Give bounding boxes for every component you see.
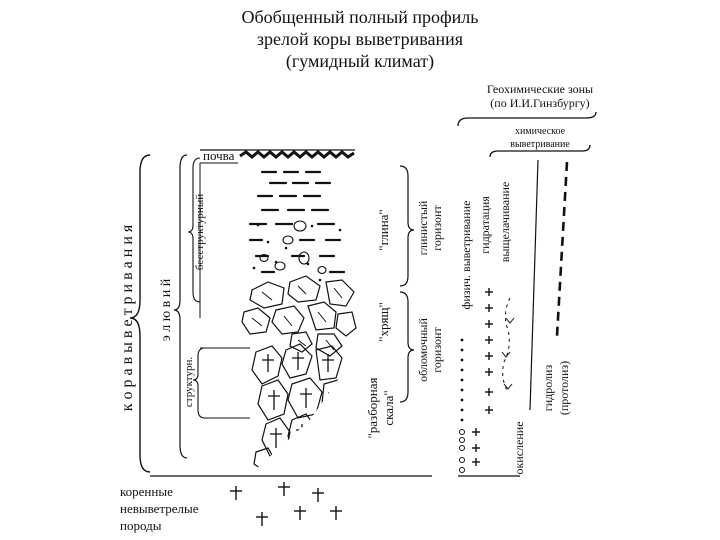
- soil-label: почва: [203, 148, 235, 163]
- bedrock-crosses: [230, 482, 342, 526]
- clay-pebbles: [260, 221, 326, 274]
- hydration-plus-signs: [472, 288, 493, 466]
- physical-weathering-dots: [461, 339, 464, 422]
- rock-label-2: скала": [381, 390, 396, 426]
- title-line-2: зрелой коры выветривания: [256, 29, 464, 49]
- geochem-zones-bracket: [458, 112, 596, 126]
- debris-horizon-label-2: горизонт: [430, 327, 444, 373]
- physical-weathering-circles: [460, 430, 465, 473]
- chem-weathering-label-2: выветривание: [510, 139, 570, 150]
- geochem-header-2: (по И.И.Гинзбургу): [490, 96, 590, 110]
- clay-horizon-label-1: глинистый: [416, 200, 430, 256]
- debris-horizon-label-1: обломочный: [416, 318, 430, 382]
- clay-horizon-bracket: [400, 166, 414, 286]
- hydration-label: гидратация: [478, 196, 492, 254]
- crust-label: к о р а в ы в е т р и в а н и я: [119, 224, 136, 412]
- soil-layer: [240, 152, 354, 157]
- rock-zone: [252, 344, 346, 472]
- structural-label: структурн.: [183, 356, 195, 408]
- geochem-header-1: Геохимические зоны: [486, 82, 594, 96]
- oxidation-label: окисление: [512, 421, 526, 475]
- hydrolysis-label-1: гидролиз: [541, 364, 555, 412]
- leaching-line: [503, 298, 510, 392]
- eluvium-label: э л ю в и й: [159, 278, 174, 342]
- clay-horizon-label-2: горизонт: [430, 205, 444, 251]
- hydrolysis-line: [557, 162, 567, 336]
- leaching-label: выщелачивание: [498, 181, 512, 263]
- title-line-3: (гумидный климат): [285, 51, 435, 71]
- eluvium-bracket: [174, 155, 187, 458]
- physical-weathering-label: физич. выветривание: [459, 200, 473, 310]
- oxidation-line: [530, 160, 538, 410]
- bedrock-label-3: породы: [120, 518, 162, 533]
- hydrolysis-label-2: (протолиз): [557, 360, 571, 416]
- debris-horizon-bracket: [400, 292, 414, 402]
- title-line-1: Обобщенный полный профиль: [241, 7, 479, 27]
- structureless-label: бесструктурный: [194, 193, 206, 271]
- leaching-arrows: [502, 318, 514, 389]
- chem-weathering-label-1: химическое: [514, 126, 566, 137]
- bedrock-label-1: коренные: [120, 484, 173, 499]
- clay-label: "глина": [376, 209, 391, 251]
- bedrock-label-2: невыветрелые: [120, 501, 199, 516]
- rock-label-1: "разборная: [365, 377, 380, 439]
- gruss-label: "хрящ": [376, 302, 391, 342]
